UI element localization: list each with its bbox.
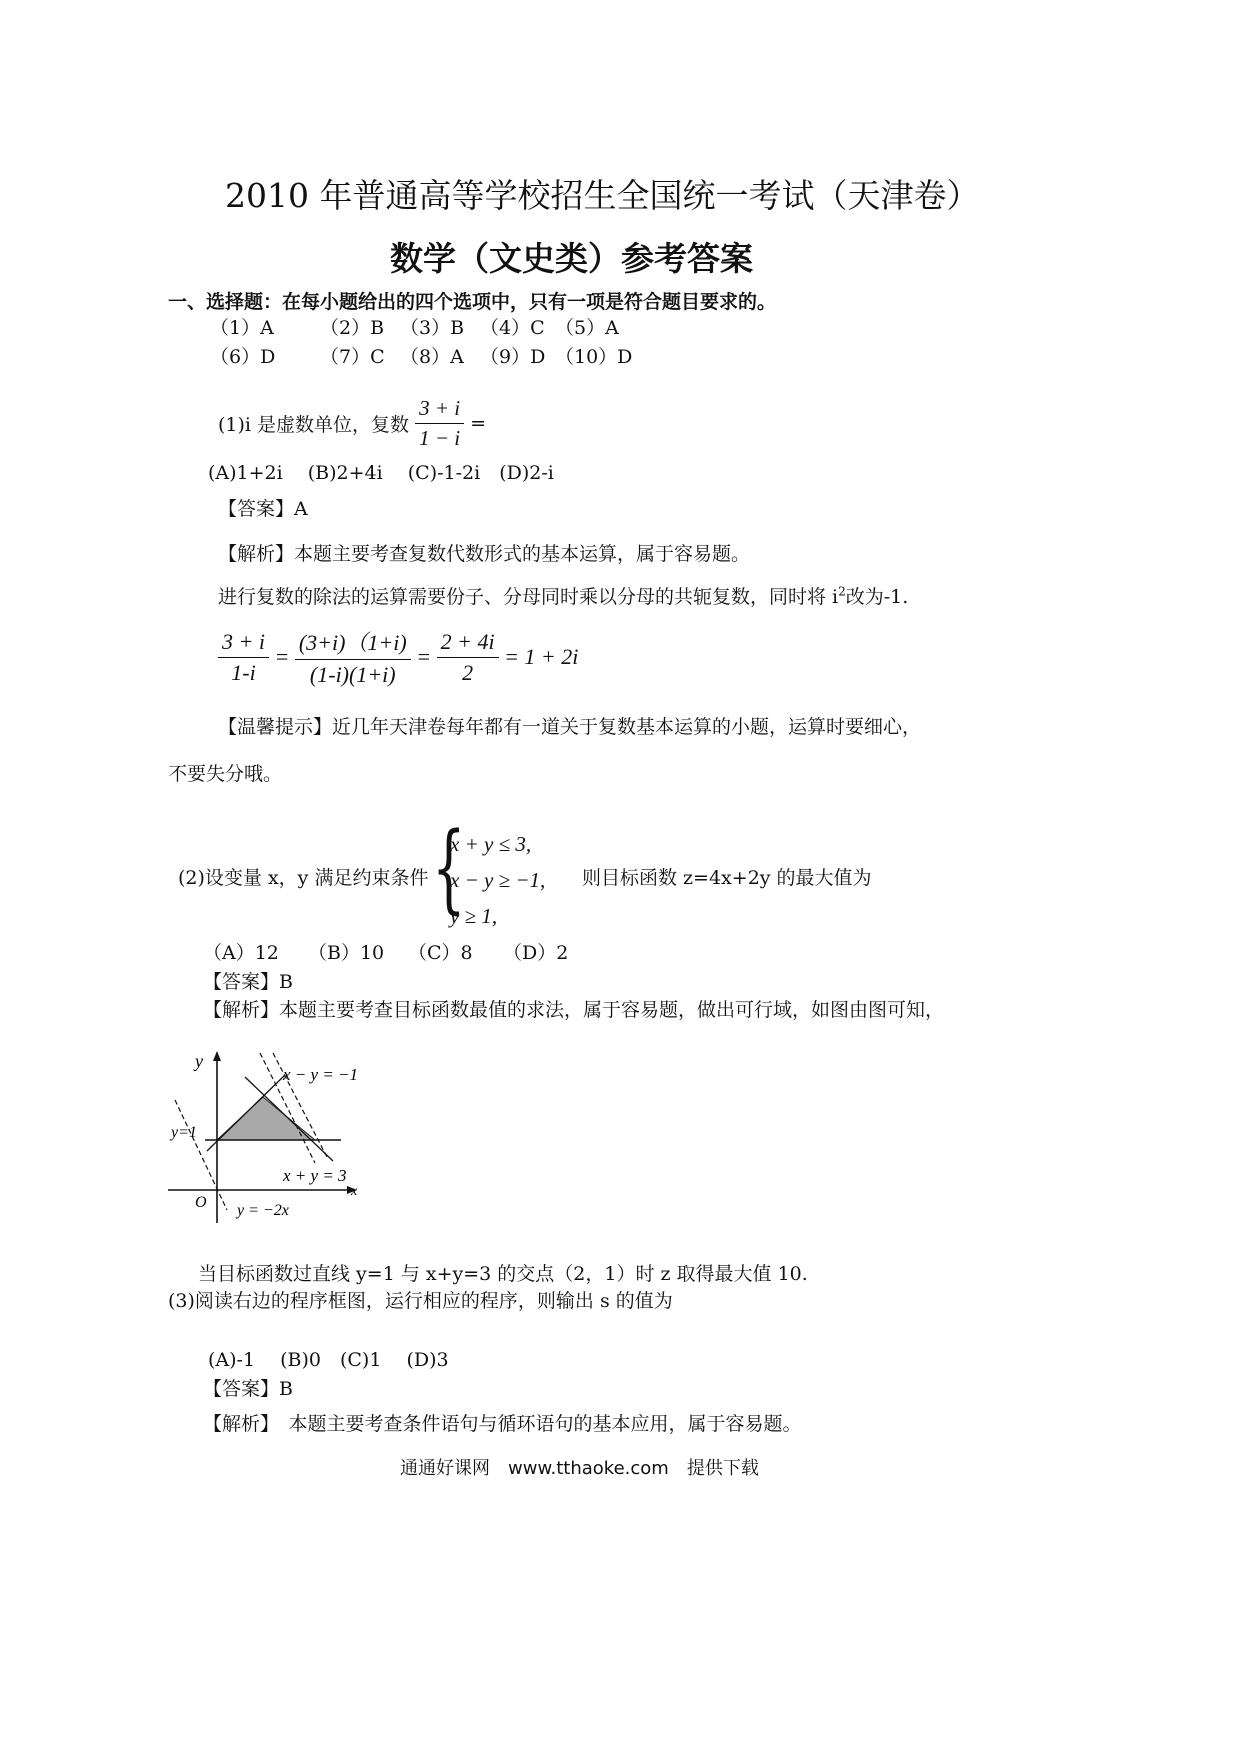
q1-method-text-end: 改为-1. — [845, 586, 909, 608]
equals-sign: = — [274, 644, 290, 669]
q1-fraction — [415, 396, 464, 451]
answer-item: （5）A — [555, 317, 619, 339]
q1-analysis: 【解析】本题主要考查复数代数形式的基本运算，属于容易题。 — [218, 543, 751, 565]
q3-answer: 【答案】B — [203, 1378, 293, 1400]
answer-key-row-2 — [210, 342, 633, 369]
q2-answer: 【答案】B — [203, 971, 293, 993]
feasible-region-figure — [165, 1045, 375, 1230]
q1-method-text: 进行复数的除法的运算需要份子、分母同时乘以分母的共轭复数，同时将 i — [218, 586, 839, 608]
calc-fraction-3 — [437, 629, 499, 686]
answer-item: （1）A — [210, 317, 274, 339]
section-heading: 一、选择题：在每小题给出的四个选项中，只有一项是符合题目要求的。 — [168, 291, 777, 313]
constraint-2: x − y ≥ −1, — [450, 868, 546, 892]
answer-item: （2）B — [320, 317, 385, 339]
label-y-equals-1: y=1 — [171, 1124, 197, 1141]
fraction-numerator: (3+i)（1+i) — [295, 626, 411, 660]
fraction-numerator: 2 + 4i — [437, 629, 499, 658]
q3-analysis: 【解析】 本题主要考查条件语句与循环语句的基本应用，属于容易题。 — [203, 1413, 802, 1435]
answer-item: （6）D — [210, 346, 276, 368]
q1-tip-line-2: 不要失分哦。 — [168, 763, 283, 785]
fraction-denominator: 1 − i — [419, 426, 461, 450]
answer-item: （7）C — [320, 346, 385, 368]
calc-fraction-1 — [218, 629, 269, 686]
q3-choices: (A)-1 (B)0 (C)1 (D)3 — [208, 1349, 449, 1371]
fraction-numerator: 3 + i — [415, 396, 464, 424]
q1-method — [218, 582, 908, 609]
superscript: 2 — [838, 584, 846, 599]
q1-stem — [218, 396, 486, 451]
q2-analysis: 【解析】本题主要考查目标函数最值的求法，属于容易题，做出可行域，如图由图可知， — [203, 999, 945, 1021]
fraction-denominator: (1-i)(1+i) — [309, 662, 396, 687]
q2-constraint-system — [450, 826, 545, 934]
system-brace: { — [432, 812, 466, 924]
choice-d: （D）2 — [503, 942, 569, 964]
q1-tip-line-1: 【温馨提示】近几年天津卷每年都有一道关于复数基本运算的小题，运算时要细心， — [218, 716, 922, 738]
equals-sign: = — [416, 644, 432, 669]
q2-stem-end: 则目标函数 z=4x+2y 的最大值为 — [582, 867, 872, 889]
equals-sign: = — [470, 412, 487, 435]
label-x-plus-y: x + y = 3 — [283, 1166, 347, 1185]
calc-fraction-2 — [295, 626, 411, 688]
q1-calculation — [218, 626, 578, 688]
answer-item: （4）C — [480, 317, 545, 339]
label-y-minus-2x: y = −2x — [237, 1202, 289, 1219]
calc-result: = 1 + 2i — [504, 644, 579, 669]
fraction-numerator: 3 + i — [218, 629, 269, 658]
answer-item: （3）B — [400, 317, 465, 339]
y-axis-arrow — [213, 1051, 221, 1061]
choice-c: （C）8 — [408, 942, 473, 964]
constraint-1: x + y ≤ 3, — [450, 832, 532, 856]
label-x: x — [351, 1184, 358, 1199]
q2-conclusion: 当目标函数过直线 y=1 与 x+y=3 的交点（2，1）时 z 取得最大值 10. — [198, 1263, 808, 1285]
fraction-denominator: 2 — [462, 659, 474, 685]
page-title: 2010 年普通高等学校招生全国统一考试（天津卷） — [225, 176, 980, 215]
page-footer: 通通好课网 www.tthaoke.com 提供下载 — [400, 1458, 759, 1479]
choice-b: （B）10 — [308, 942, 385, 964]
answer-item: （8）A — [400, 346, 464, 368]
q1-answer: 【答案】A — [218, 498, 308, 520]
q2-stem-start: (2)设变量 x，y 满足约束条件 — [178, 867, 429, 889]
q1-stem-text: (1)i 是虚数单位，复数 — [218, 414, 410, 436]
answer-item: （10）D — [555, 346, 633, 368]
q3-stem: (3)阅读右边的程序框图，运行相应的程序，则输出 s 的值为 — [168, 1290, 673, 1312]
fraction-denominator: 1-i — [231, 659, 256, 685]
constraint-3: y ≥ 1, — [450, 904, 498, 928]
q2-choices — [203, 938, 568, 965]
answer-key-row-1 — [210, 313, 625, 340]
page-subtitle: 数学（文史类）参考答案 — [390, 239, 753, 278]
choice-a: （A）12 — [203, 942, 279, 964]
label-y: y — [195, 1051, 203, 1071]
answer-item: （9）D — [480, 346, 546, 368]
q1-choices: (A)1+2i (B)2+4i (C)-1-2i (D)2-i — [208, 462, 554, 484]
label-origin: O — [195, 1194, 207, 1211]
label-x-minus-y: x − y = −1 — [283, 1065, 359, 1084]
